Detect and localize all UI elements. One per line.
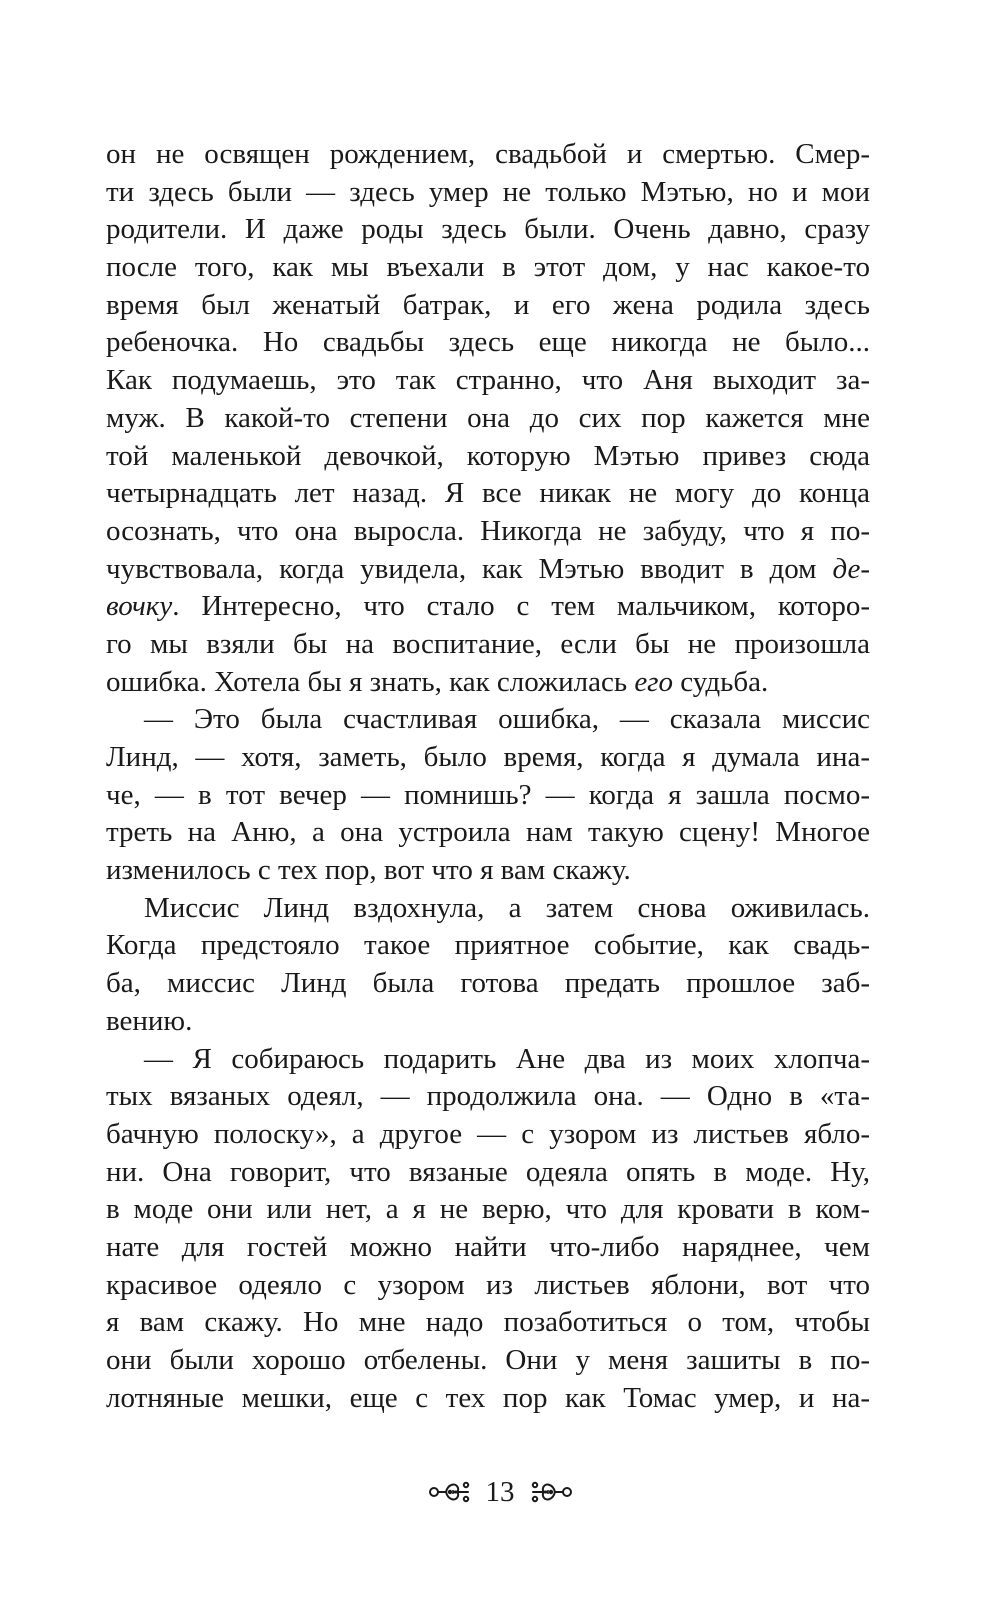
text-line: красивое одеяло с узором из листьев яблони, вот что	[106, 1268, 870, 1301]
text-line-part: чувствовала, когда увидела, как Мэтью вводит в дом	[106, 552, 833, 585]
text-line: го мы взяли бы на воспитание, если бы не произошла	[106, 627, 870, 660]
text-line	[106, 588, 870, 626]
page-number: 13	[485, 1476, 515, 1508]
text-line: в моде они или нет, а я не верю, что для кровати в ком-	[106, 1193, 870, 1226]
text-line	[106, 664, 870, 702]
text-line: че, — в тот вечер — помнишь? — когда я зашла посмо-	[106, 778, 870, 811]
text-line: вению.	[106, 1004, 193, 1037]
text-line: — Я собираюсь подарить Ане два из моих хлопча-	[144, 1042, 870, 1075]
page-body-text	[106, 136, 870, 1417]
text-line: Линд, — хотя, заметь, было время, когда я думала ина-	[106, 741, 870, 773]
text-line: той маленькой девочкой, которую Мэтью привез сюда	[106, 439, 870, 472]
left-ornament-icon	[426, 1477, 472, 1507]
text-line: ба, миссис Линд была готова предать прошлое заб-	[106, 967, 870, 1000]
text-line	[106, 551, 870, 589]
text-line: после того, как мы въехали в этот дом, у нас какое-то	[106, 251, 870, 284]
right-ornament-icon	[529, 1477, 575, 1507]
italic-word: вочку	[106, 590, 173, 623]
text-line-part: . Интересно, что стало с тем мальчиком, которо-	[172, 590, 870, 623]
text-line: ти здесь были — здесь умер не только Мэтью, но и мои	[106, 175, 870, 208]
text-line: ребеночка. Но свадьбы здесь еще никогда не было...	[106, 326, 870, 359]
text-line: изменилось с тех пор, вот что я вам скажу.	[106, 854, 631, 887]
text-line: треть на Аню, а она устроила нам такую сцену! Многое	[106, 816, 870, 849]
text-line: Когда предстояло такое приятное событие, как свадь-	[106, 929, 870, 962]
italic-word: его	[634, 665, 673, 698]
text-line: ни. Она говорит, что вязаные одеяла опять в моде. Ну,	[106, 1155, 870, 1188]
text-line: нате для гостей можно найти что-либо наряднее, чем	[106, 1230, 870, 1263]
text-line: Как подумаешь, это так странно, что Аня выходит за-	[106, 364, 870, 397]
text-line: муж. В какой-то степени она до сих пор кажется мне	[106, 401, 870, 434]
text-line: лотняные мешки, еще с тех пор как Томас умер, и на-	[106, 1381, 870, 1414]
italic-word: де-	[832, 552, 870, 585]
text-line: он не освящен рождением, свадьбой и смертью. Смер-	[106, 138, 870, 170]
text-line: четырнадцать лет назад. Я все никак не могу до конца	[106, 477, 870, 510]
text-line: они были хорошо отбелены. Они у меня зашиты в по-	[106, 1344, 870, 1376]
page-footer	[0, 1472, 1000, 1512]
text-line: осознать, что она выросла. Никогда не забуду, что я по-	[106, 514, 870, 547]
text-line: — Это была счастливая ошибка, — сказала миссис	[144, 703, 870, 736]
text-line: бачную полоску», а другое — с узором из листьев ябло-	[106, 1117, 870, 1150]
text-line: Миссис Линд вздохнула, а затем снова оживилась.	[144, 891, 870, 924]
text-line: время был женатый батрак, и его жена родила здесь	[106, 288, 870, 321]
text-line-part: ошибка. Хотела бы я знать, как сложилась	[106, 665, 635, 698]
text-line: я вам скажу. Но мне надо позаботиться о том, чтобы	[106, 1306, 870, 1339]
text-line: родители. И даже роды здесь были. Очень давно, сразу	[106, 213, 870, 246]
text-line-part: судьба.	[673, 665, 769, 698]
text-line: тых вязаных одеял, — продолжила она. — Одно в «та-	[106, 1080, 870, 1113]
